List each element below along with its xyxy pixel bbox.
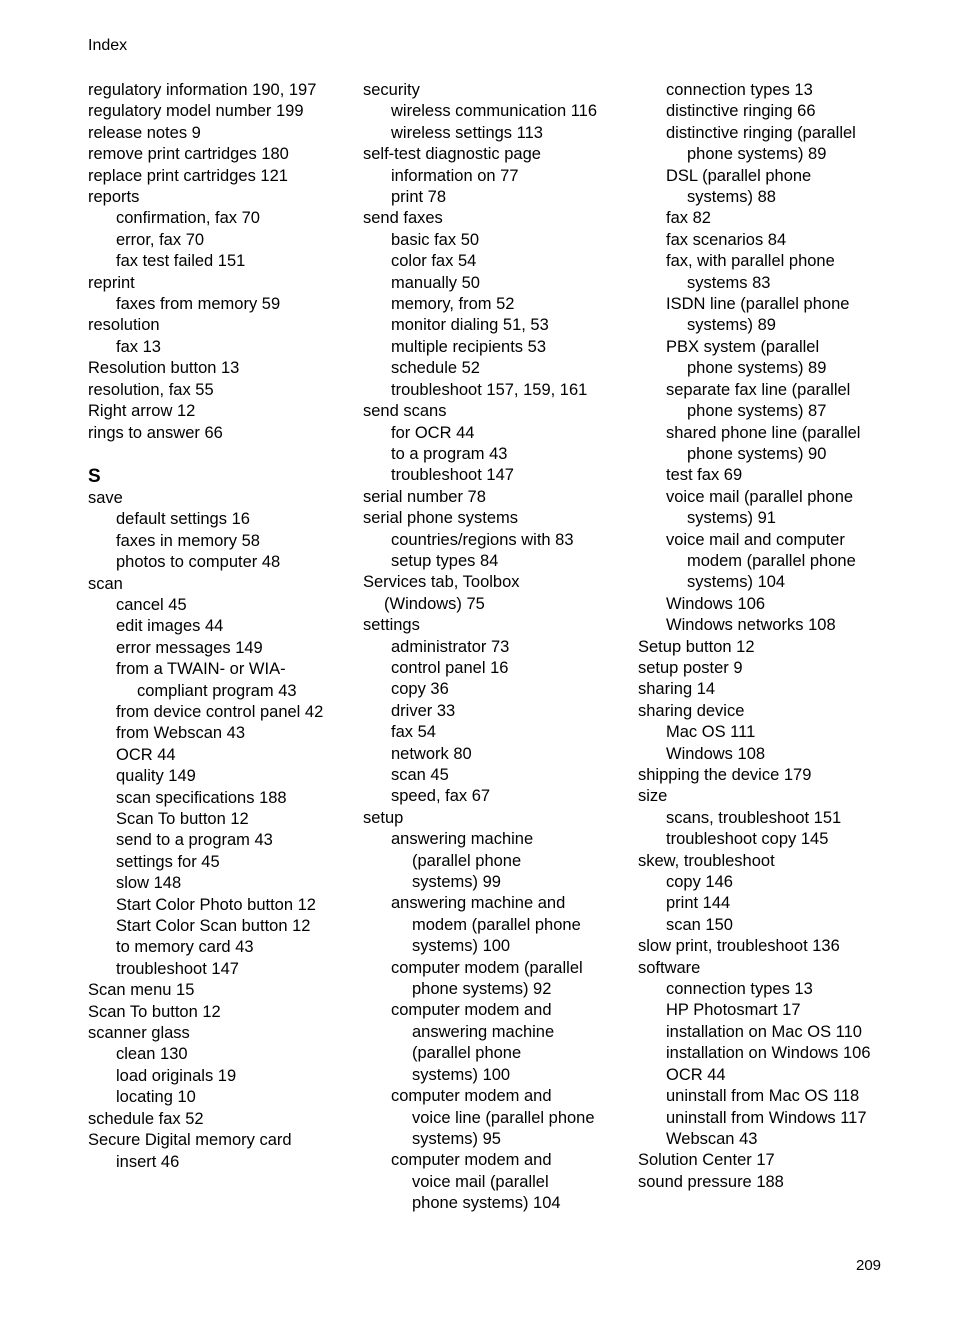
index-entry (638, 851, 938, 872)
index-entry (363, 615, 653, 636)
index-entry-text: Solution Center 17 (638, 1151, 775, 1170)
index-entry-text: send scans (363, 402, 447, 421)
index-entry-text: security (363, 81, 420, 99)
index-subentry (363, 829, 653, 893)
index-entry-text: Windows 108 (666, 744, 766, 763)
index-entry-text: control panel 16 (391, 658, 509, 677)
index-entry-text: (parallel phone (412, 851, 522, 870)
index-subentry (363, 744, 653, 765)
index-subentry (363, 1000, 653, 1086)
index-entry (638, 936, 938, 957)
index-entry-text: Webscan 43 (666, 1129, 758, 1148)
index-entry (88, 315, 378, 336)
index-entry-text: troubleshoot 147 (116, 959, 239, 978)
index-entry-text: Start Color Scan button 12 (116, 917, 311, 936)
index-entry-text: OCR 44 (116, 745, 176, 764)
index-entry-text: Scan To button 12 (88, 1002, 221, 1021)
index-entry (88, 488, 378, 509)
index-entry-text: distinctive ringing (parallel (666, 123, 856, 142)
index-entry-text: rings to answer 66 (88, 423, 223, 442)
index-entry-text: setup (363, 808, 404, 827)
index-entry-text: software (638, 958, 701, 977)
index-subentry (363, 1086, 653, 1150)
index-entry-text: fax scenarios 84 (666, 230, 787, 249)
index-entry-text: setup poster 9 (638, 658, 743, 677)
index-entry-text: shared phone line (parallel (666, 423, 861, 442)
index-entry-text: phone systems) 104 (412, 1194, 561, 1213)
index-entry (88, 380, 378, 401)
index-subentry (363, 294, 653, 315)
index-entry-text: scan specifications 188 (116, 788, 287, 807)
index-entry-text: scans, troubleshoot 151 (666, 808, 842, 827)
index-entry-text: scan 150 (666, 915, 733, 934)
index-entry-text: to a program 43 (391, 444, 508, 463)
index-entry-text: phone systems) 89 (687, 145, 827, 164)
index-entry-text: systems) 100 (412, 937, 511, 956)
index-subentry (363, 658, 653, 679)
index-entry-text: voice mail and computer (666, 530, 845, 549)
index-column-3 (638, 80, 938, 1193)
index-entry (88, 187, 378, 208)
index-entry-text: fax, with parallel phone (666, 252, 835, 271)
index-entry-text: Setup button 12 (638, 637, 755, 656)
index-subentry (638, 380, 938, 423)
index-entry-text: scan 45 (391, 766, 449, 784)
index-entry-text: separate fax line (parallel (666, 380, 851, 399)
index-entry-text: troubleshoot 157, 159, 161 (391, 380, 588, 399)
index-subentry (638, 80, 938, 101)
index-subentry (88, 788, 378, 809)
index-entry-text: computer modem and (391, 1001, 552, 1020)
index-subentry (88, 1087, 378, 1108)
index-entry-text: replace print cartridges 121 (88, 166, 288, 185)
index-entry-text: systems) 104 (687, 573, 786, 592)
index-entry-text: photos to computer 48 (116, 553, 281, 572)
index-subentry (638, 915, 938, 936)
index-subentry (88, 830, 378, 851)
index-subentry (363, 358, 653, 379)
index-subentry (88, 294, 378, 315)
index-subentry (88, 702, 378, 723)
index-entry-text: fax 54 (391, 723, 436, 742)
index-subentry (363, 444, 653, 465)
index-entry-text: Scan To button 12 (116, 810, 249, 828)
index-entry-text: connection types 13 (666, 81, 813, 99)
index-entry-text: systems) 99 (412, 873, 501, 892)
index-entry (88, 123, 378, 144)
index-entry-text: settings for 45 (116, 852, 220, 871)
index-entry-text: for OCR 44 (391, 423, 475, 442)
index-entry-text: (Windows) 75 (384, 594, 485, 613)
index-entry (638, 658, 938, 679)
index-subentry (88, 230, 378, 251)
index-entry-text: serial phone systems (363, 509, 518, 528)
index-entry-text: cancel 45 (116, 595, 187, 614)
index-entry-text: fax test failed 151 (116, 252, 246, 271)
index-entry-text: voice mail (parallel phone (666, 487, 854, 506)
index-entry-text: print 144 (666, 894, 731, 913)
index-entry-text: HP Photosmart 17 (666, 1001, 801, 1020)
index-entry-text: sound pressure 188 (638, 1172, 784, 1191)
index-entry-text: Secure Digital memory card (88, 1131, 292, 1150)
index-entry-text: systems) 91 (687, 509, 776, 528)
index-entry-text: information on 77 (391, 166, 519, 185)
index-entry-text: systems) 89 (687, 316, 776, 335)
index-entry (88, 358, 378, 379)
index-subentry (363, 166, 653, 187)
index-subentry (88, 1066, 378, 1087)
index-subentry (88, 745, 378, 766)
index-entry-text: voice line (parallel phone (412, 1108, 595, 1127)
index-subentry (638, 251, 938, 294)
index-subentry (88, 1044, 378, 1065)
index-entry-text: fax 82 (666, 209, 711, 228)
index-entry-text: OCR 44 (666, 1065, 726, 1084)
index-entry-text: monitor dialing 51, 53 (391, 316, 549, 335)
index-entry-text: copy 36 (391, 680, 449, 699)
index-subentry (638, 423, 938, 466)
index-entry (638, 701, 938, 722)
index-subentry (88, 638, 378, 659)
index-subentry (638, 123, 938, 166)
index-subentry (88, 531, 378, 552)
index-entry (88, 980, 378, 1001)
index-subentry (638, 979, 938, 1000)
index-entry-text: setup types 84 (391, 551, 499, 570)
index-entry (88, 423, 378, 444)
index-entry-text: systems) 95 (412, 1129, 501, 1148)
index-subentry (363, 701, 653, 722)
index-entry-text: S (88, 465, 101, 487)
index-entry (638, 1150, 938, 1171)
index-entry-text: phone systems) 89 (687, 359, 827, 378)
index-entry-text: speed, fax 67 (391, 787, 491, 806)
index-entry-text: Right arrow 12 (88, 402, 196, 421)
index-subentry (638, 166, 938, 209)
index-entry (88, 144, 378, 165)
index-subentry (638, 872, 938, 893)
index-subentry (363, 551, 653, 572)
index-entry-text: ISDN line (parallel phone (666, 295, 850, 314)
index-entry-text: phone systems) 90 (687, 444, 827, 463)
index-entry (638, 679, 938, 700)
index-entry-text: clean 130 (116, 1045, 188, 1064)
index-entry (88, 1130, 378, 1151)
index-entry-text: release notes 9 (88, 123, 201, 142)
index-subentry (638, 1043, 938, 1064)
index-subentry (88, 937, 378, 958)
index-subentry (638, 101, 938, 122)
index-subentry (363, 423, 653, 444)
index-entry (88, 1023, 378, 1044)
index-entry-text: print 78 (391, 188, 447, 207)
index-subentry (638, 530, 938, 594)
index-subentry (363, 465, 653, 486)
index-entry-text: computer modem (parallel (391, 958, 583, 977)
index-entry-text: wireless communication 116 (391, 102, 598, 121)
index-entry-text: Windows networks 108 (666, 616, 836, 635)
index-entry-text: locating 10 (116, 1088, 196, 1107)
index-subentry (363, 273, 653, 294)
index-entry-text: (parallel phone (412, 1044, 522, 1063)
index-subentry (638, 1000, 938, 1021)
index-subentry (363, 230, 653, 251)
index-entry-text: basic fax 50 (391, 230, 480, 249)
index-subentry (638, 722, 938, 743)
index-subentry (638, 1108, 938, 1129)
index-subentry (363, 722, 653, 743)
index-entry (638, 765, 938, 786)
index-column-1 (88, 80, 378, 1173)
index-entry-text: test fax 69 (666, 466, 743, 485)
index-entry-text: Windows 106 (666, 594, 766, 613)
index-entry (363, 572, 653, 615)
index-subentry (363, 251, 653, 272)
index-subentry (363, 315, 653, 336)
index-entry-text: self-test diagnostic page (363, 145, 541, 164)
index-entry-text: send to a program 43 (116, 831, 273, 850)
index-entry-text: from Webscan 43 (116, 724, 246, 743)
index-entry-text: driver 33 (391, 701, 456, 720)
index-entry-text: faxes in memory 58 (116, 531, 260, 550)
index-subentry (638, 594, 938, 615)
index-entry (638, 1172, 938, 1193)
index-entry-text: faxes from memory 59 (116, 295, 281, 314)
index-entry-text: modem (parallel phone (687, 551, 856, 570)
index-subentry (638, 294, 938, 337)
index-subentry (638, 893, 938, 914)
index-subentry (638, 808, 938, 829)
index-entry-text: phone systems) 87 (687, 402, 827, 421)
index-entry (88, 401, 378, 422)
index-subentry (363, 123, 653, 144)
index-subentry (638, 1065, 938, 1086)
index-entry-text: troubleshoot copy 145 (666, 830, 829, 849)
running-header: Index (88, 37, 128, 54)
index-entry (88, 273, 378, 294)
index-entry-text: uninstall from Windows 117 (666, 1108, 867, 1127)
index-entry-text: manually 50 (391, 273, 480, 292)
index-entry-text: resolution, fax 55 (88, 380, 214, 399)
index-entry-text: computer modem and (391, 1151, 552, 1170)
index-entry-text: resolution (88, 316, 160, 335)
index-subentry (88, 509, 378, 530)
index-entry-text: answering machine and (391, 894, 566, 913)
index-entry-text: save (88, 488, 123, 507)
index-entry-text: regulatory model number 199 (88, 102, 304, 121)
index-subentry (88, 873, 378, 894)
index-entry-text: confirmation, fax 70 (116, 209, 260, 228)
index-subentry (88, 852, 378, 873)
index-entry-text: shipping the device 179 (638, 766, 812, 784)
index-entry (363, 508, 653, 529)
index-entry (88, 1002, 378, 1023)
page-number: 209 (856, 1257, 882, 1274)
index-entry-text: network 80 (391, 744, 472, 763)
index-entry-text: connection types 13 (666, 980, 813, 999)
index-subentry (88, 766, 378, 787)
index-entry (363, 487, 653, 508)
index-subentry (88, 337, 378, 358)
index-entry-text: error messages 149 (116, 638, 263, 657)
index-entry-text: PBX system (parallel (666, 337, 820, 356)
index-entry-text: copy 146 (666, 873, 733, 892)
index-entry (638, 637, 938, 658)
index-entry-text: from device control panel 42 (116, 702, 324, 721)
index-entry-text: color fax 54 (391, 252, 477, 271)
index-entry-text: Scan menu 15 (88, 981, 195, 1000)
index-subentry (638, 337, 938, 380)
index-subentry (363, 893, 653, 957)
index-subentry (638, 487, 938, 530)
index-entry-text: reports (88, 188, 140, 207)
index-entry (363, 80, 653, 101)
index-entry-text: slow 148 (116, 874, 182, 893)
index-entry-text: DSL (parallel phone (666, 166, 812, 185)
index-entry-text: phone systems) 92 (412, 980, 552, 999)
index-entry (638, 958, 938, 979)
index-entry (88, 574, 378, 595)
index-subentry (363, 187, 653, 208)
index-entry-text: skew, troubleshoot (638, 851, 775, 870)
index-subentry (638, 1086, 938, 1107)
index-entry (363, 144, 653, 165)
index-subentry (88, 208, 378, 229)
index-entry-text: to memory card 43 (116, 938, 254, 957)
index-subentry (363, 679, 653, 700)
index-entry-text: remove print cartridges 180 (88, 145, 289, 164)
index-subentry (88, 809, 378, 830)
index-entry (88, 80, 378, 101)
index-entry (638, 786, 938, 807)
index-entry (88, 101, 378, 122)
index-subentry (363, 337, 653, 358)
index-subentry (88, 659, 378, 702)
index-entry-text: systems) 88 (687, 188, 776, 207)
index-entry (88, 1109, 378, 1130)
index-subentry (88, 251, 378, 272)
index-entry-text: modem (parallel phone (412, 915, 581, 934)
index-entry-text: memory, from 52 (391, 295, 515, 314)
index-entry-text: schedule fax 52 (88, 1109, 204, 1128)
index-subentry (88, 616, 378, 637)
index-subentry (363, 1150, 653, 1214)
index-subentry (88, 959, 378, 980)
index-entry-text: Resolution button 13 (88, 359, 240, 378)
index-subentry (363, 380, 653, 401)
index-entry-text: scanner glass (88, 1024, 190, 1043)
index-entry (363, 208, 653, 229)
index-subentry (638, 208, 938, 229)
index-entry-text: answering machine (412, 1022, 555, 1041)
index-subentry (638, 829, 938, 850)
index-subentry (88, 916, 378, 937)
index-entry-text: regulatory information 190, 197 (88, 81, 317, 99)
index-subentry (638, 1129, 938, 1150)
index-entry-text: reprint (88, 273, 135, 292)
index-subentry (363, 637, 653, 658)
index-entry-text: schedule 52 (391, 359, 480, 378)
index-entry-text: computer modem and (391, 1087, 552, 1106)
index-subentry (363, 101, 653, 122)
index-entry-text: serial number 78 (363, 487, 486, 506)
index-section-letter (88, 466, 378, 488)
index-entry-text: systems 83 (687, 273, 771, 292)
index-entry-text: size (638, 787, 668, 806)
index-subentry (363, 765, 653, 786)
index-subentry (638, 465, 938, 486)
index-subentry (88, 552, 378, 573)
index-entry-text: sharing 14 (638, 680, 716, 699)
index-entry-text: voice mail (parallel (412, 1172, 549, 1191)
index-entry-text: distinctive ringing 66 (666, 102, 816, 121)
index-subentry (88, 723, 378, 744)
index-entry-text: Mac OS 111 (666, 723, 756, 742)
index-subentry (638, 744, 938, 765)
index-entry-text: fax 13 (116, 337, 161, 356)
index-entry-text: send faxes (363, 209, 443, 228)
index-subentry (88, 595, 378, 616)
index-entry (363, 808, 653, 829)
index-entry (363, 401, 653, 422)
index-entry-text: sharing device (638, 701, 745, 720)
index-entry-text: from a TWAIN- or WIA- (116, 660, 286, 679)
index-entry-text: settings (363, 616, 420, 635)
index-column-2 (363, 80, 653, 1215)
index-subentry (638, 230, 938, 251)
index-entry-text: answering machine (391, 830, 534, 849)
index-entry-text: slow print, troubleshoot 136 (638, 937, 840, 956)
index-entry-text: systems) 100 (412, 1065, 511, 1084)
index-entry-text: default settings 16 (116, 510, 250, 529)
index-subentry (638, 1022, 938, 1043)
index-entry-text: Start Color Photo button 12 (116, 895, 316, 914)
index-entry-text: wireless settings 113 (391, 123, 543, 142)
index-subentry (363, 530, 653, 551)
index-entry (88, 166, 378, 187)
index-entry-text: edit images 44 (116, 617, 224, 636)
index-subentry (638, 615, 938, 636)
index-entry-text: Services tab, Toolbox (363, 573, 520, 592)
index-subentry (363, 786, 653, 807)
index-entry-text: scan (88, 574, 123, 593)
index-entry-text: compliant program 43 (137, 681, 297, 700)
index-entry-text: insert 46 (116, 1152, 180, 1171)
index-entry-text: error, fax 70 (116, 230, 205, 249)
index-entry-text: countries/regions with 83 (391, 530, 574, 549)
index-entry-text: quality 149 (116, 767, 196, 786)
index-entry-text: administrator 73 (391, 637, 510, 656)
index-entry-text: multiple recipients 53 (391, 337, 546, 356)
index-entry-text: installation on Mac OS 110 (666, 1022, 862, 1041)
index-entry-text: troubleshoot 147 (391, 466, 514, 485)
index-subentry (88, 1152, 378, 1173)
index-subentry (88, 895, 378, 916)
index-entry-text: uninstall from Mac OS 118 (666, 1087, 860, 1106)
index-entry-text: installation on Windows 106 (666, 1044, 871, 1063)
index-entry-text: load originals 19 (116, 1066, 237, 1085)
index-subentry (363, 958, 653, 1001)
